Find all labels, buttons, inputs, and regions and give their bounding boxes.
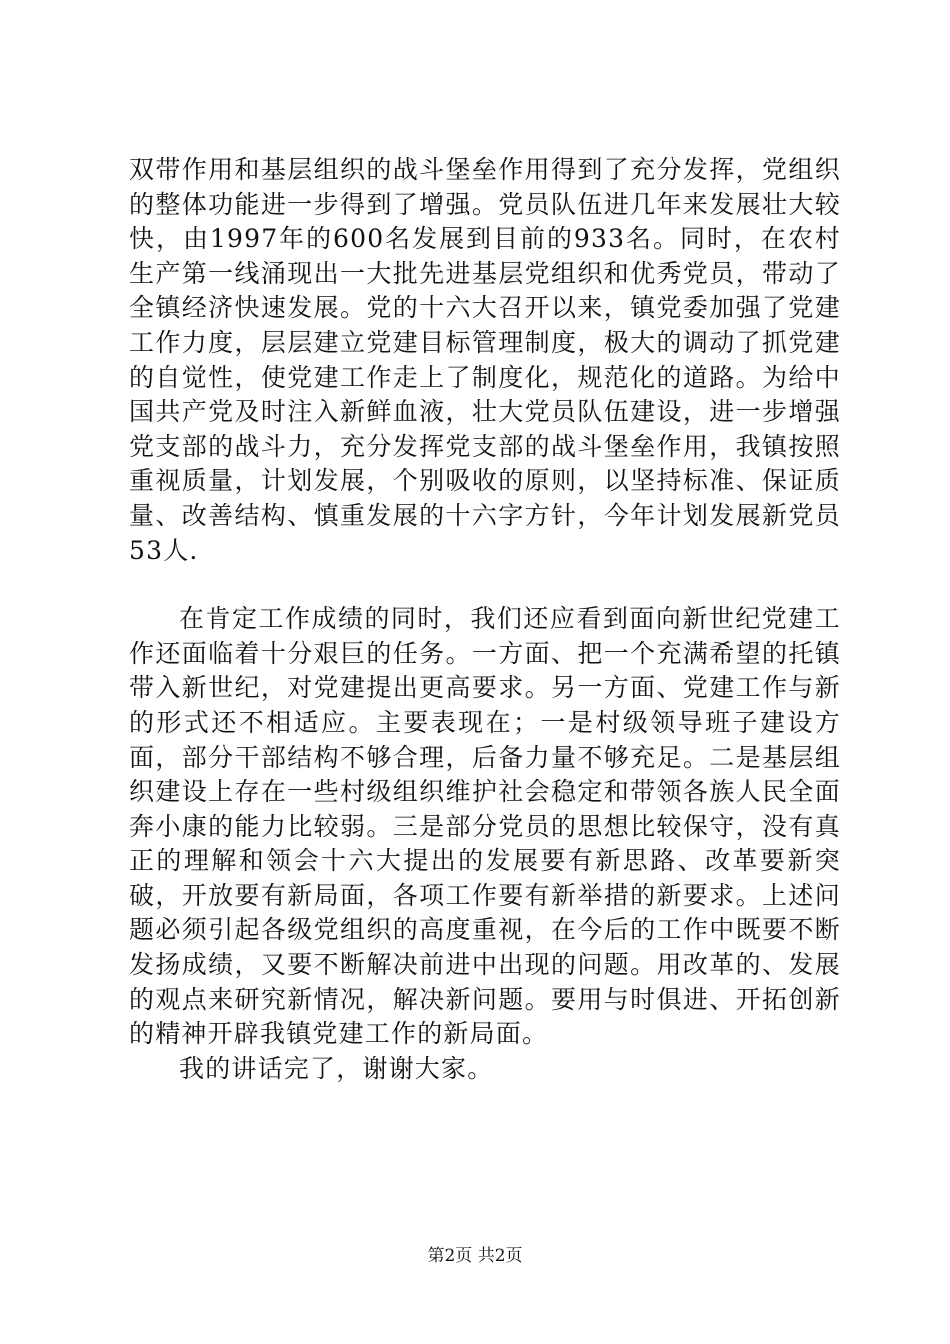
document-body <box>129 153 841 1086</box>
paragraph-gap <box>129 568 841 602</box>
closing-remark: 我的讲话完了，谢谢大家。 <box>179 1053 494 1083</box>
body-paragraph-1: 双带作用和基层组织的战斗堡垒作用得到了充分发挥，党组织的整体功能进一步得到了增强。党员队伍进几年来发展壮大较快，由1997年的600名发展到目前的933名。同时，在农村生产第一线涌现出一大批先进基层党组织和优秀党员，带动了全镇经济快速发展。党的十六大召开以来，镇党委加强了党建工作力度，层层建立党建目标管理制度，极大的调动了抓党建的自觉性，使党建工作走上了制度化，规范化的道路。为给中国共产党及时注入新鲜血液，壮大党员队伍建设，进一步增强党支部的战斗力，充分发挥党支部的战斗堡垒作用，我镇按照重视质量，计划发展，个别吸收的原则，以坚持标准、保证质量、改善结构、慎重发展的十六字方针，今年计划发展新党员53人. <box>129 155 841 565</box>
page-footer: 第2页 共2页 <box>427 1246 523 1266</box>
body-paragraph-2: 在肯定工作成绩的同时，我们还应看到面向新世纪党建工作还面临着十分艰巨的任务。一方面、把一个充满希望的托镇带入新世纪，对党建提出更高要求。另一方面、党建工作与新的形式还不相适应。主要表现在；一是村级领导班子建设方面，部分干部结构不够合理，后备力量不够充足。二是基层组织建设上存在一些村级组织维护社会稳定和带领各族人民全面奔小康的能力比较弱。三是部分党员的思想比较保守，没有真正的理解和领会十六大提出的发展要有新思路、改革要新突破，开放要有新局面，各项工作要有新举措的新要求。上述问题必须引起各级党组织的高度重视，在今后的工作中既要不断发扬成绩，又要不断解决前进中出现的问题。用改革的、发展的观点来研究新情况，解决新问题。要用与时俱进、开拓创新的精神开辟我镇党建工作的新局面。 <box>129 604 841 1049</box>
